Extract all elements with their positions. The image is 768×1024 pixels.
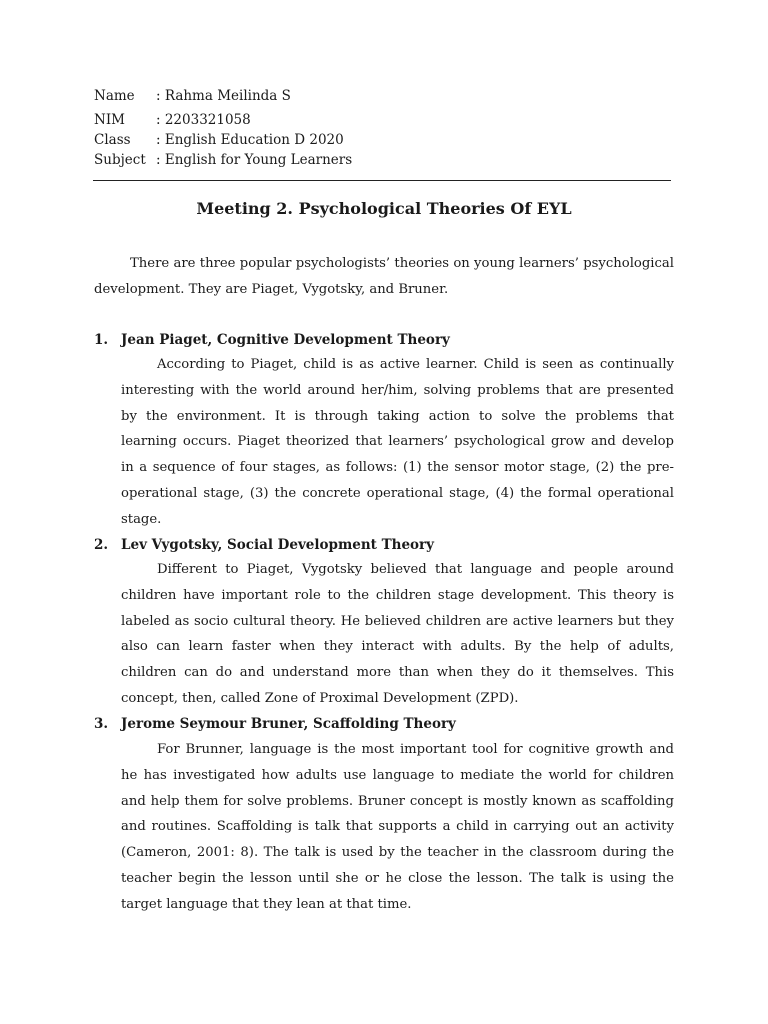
header-divider	[93, 180, 671, 181]
header-key: Class	[94, 132, 131, 148]
header-row-class	[94, 130, 352, 150]
header-row-name	[94, 86, 352, 106]
header-key: NIM	[94, 112, 125, 128]
theory-paragraph-piaget: According to Piaget, child is as active learner. Child is seen as continually interesting with the world around her/him, solving problems that are presented by the environment. It is through taking action to solve the problems that learning occurs. Piaget theorized that learners’ psychological grow and develop in a sequence of four stages, as follows: (1) the sensor motor stage, (2) the pre-operational stage, (3) the concrete operational stage, (4) the formal operational stage.	[121, 357, 674, 527]
header-value: : English Education D 2020	[156, 132, 344, 148]
header-key: Subject	[94, 152, 146, 168]
list-number: 1.	[94, 332, 109, 348]
theory-heading-bruner	[94, 713, 674, 735]
theory-heading-text: Jerome Seymour Bruner, Scaffolding Theory	[121, 716, 456, 732]
theory-heading-text: Lev Vygotsky, Social Development Theory	[121, 537, 434, 553]
header-value: : 2203321058	[156, 112, 251, 128]
header-row-nim	[94, 110, 352, 130]
header-row-subject	[94, 150, 352, 170]
intro-paragraph: There are three popular psychologists’ theories on young learners’ psychological development. They are Piaget, Vygotsky, and Bruner.	[94, 256, 674, 297]
list-number: 2.	[94, 537, 109, 553]
theory-paragraph-vygotsky: Different to Piaget, Vygotsky believed that language and people around children have important role to the children stage development. This theory is labeled as socio cultural theory. He believed children are active learners but they also can learn faster when they interact with adults. By the help of adults, children can do and understand more than when they do it themselves. This concept, then, called Zone of Proximal Development (ZPD).	[121, 562, 674, 706]
theory-heading-text: Jean Piaget, Cognitive Development Theory	[121, 332, 450, 348]
header-key: Name	[94, 88, 135, 104]
header-value: : Rahma Meilinda S	[156, 88, 291, 104]
list-number: 3.	[94, 716, 109, 732]
document-title: Meeting 2. Psychological Theories Of EYL	[196, 199, 572, 218]
theory-heading-piaget	[94, 329, 674, 351]
theory-heading-vygotsky	[94, 534, 674, 556]
theory-paragraph-bruner: For Brunner, language is the most important tool for cognitive growth and he has investigated how adults use language to mediate the world for children and help them for solve problems. Bruner concept is mostly known as scaffolding and routines. Scaffolding is talk that supports a child in carrying out an activity (Cameron, 2001: 8). The talk is used by the teacher in the classroom during the teacher begin the lesson until she or he close the lesson. The talk is using the target language that they lean at that time.	[121, 742, 674, 912]
header-value: : English for Young Learners	[156, 152, 353, 168]
student-info-header	[94, 86, 352, 170]
